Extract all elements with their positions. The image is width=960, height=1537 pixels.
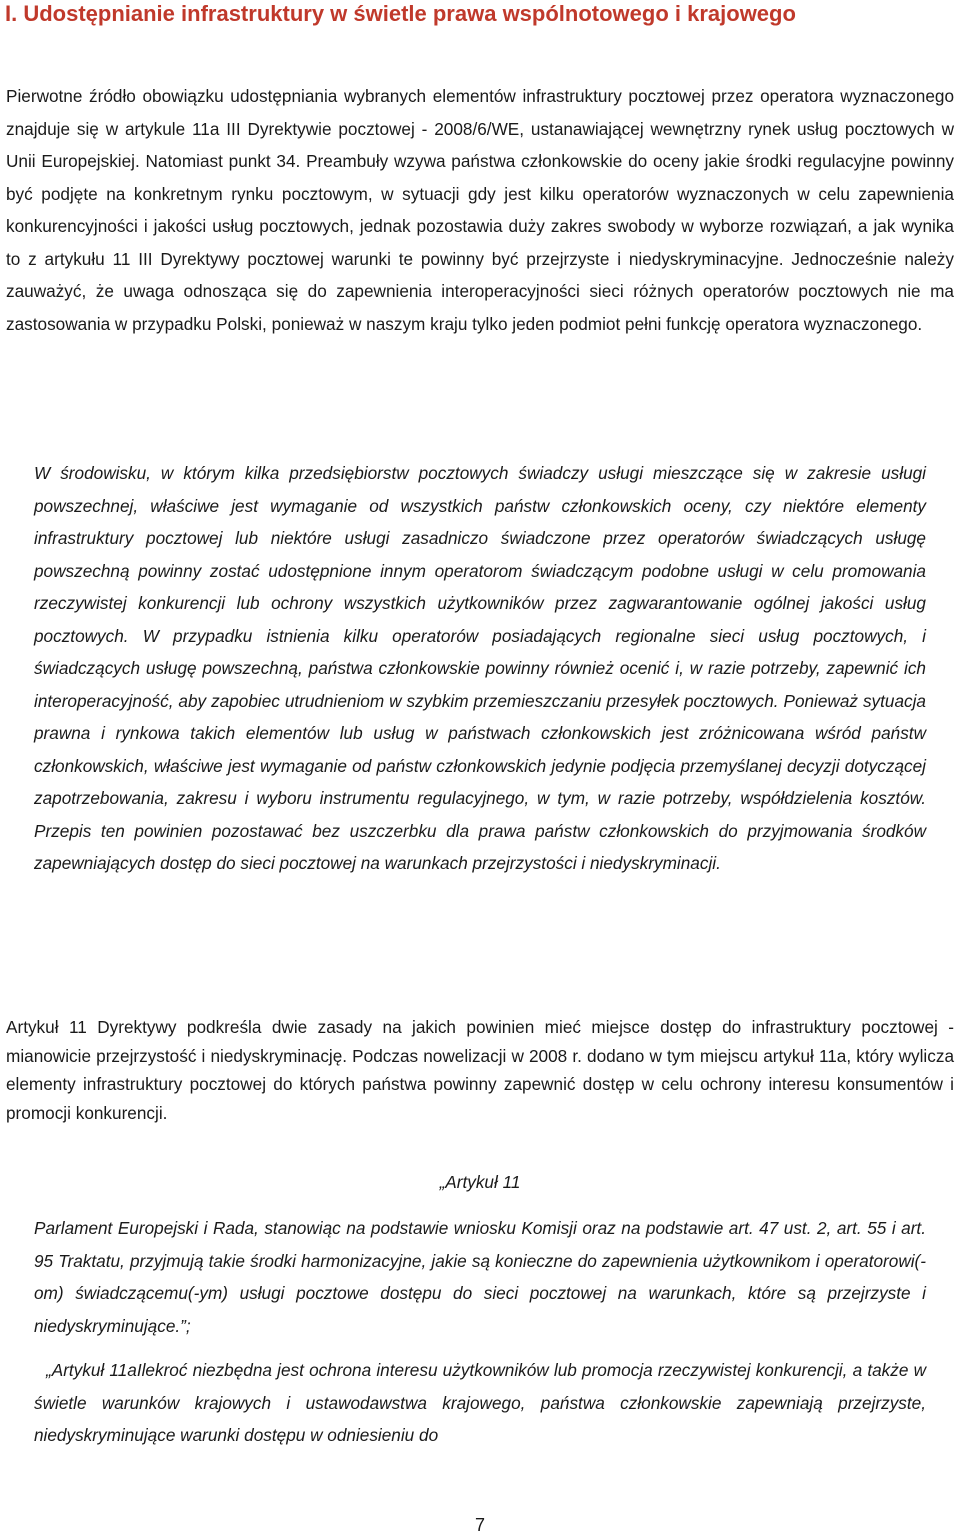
article-11-paragraph: Artykuł 11 Dyrektywy podkreśla dwie zasady na jakich powinien mieć miejsce dostęp do infrastruktury pocztowej - mianowicie przejrzystość i niedyskryminację. Podczas nowelizacji w 2008 r. dodano w tym miejscu artykuł 11a, który wylicza elementy infrastruktury pocztowej do których państwa powinny zapewnić dostęp w celu ochrony interesu konsumentów i promocji konkurencji. xyxy=(6,1017,954,1123)
article-11a-quote xyxy=(34,1354,926,1452)
article-11a-text: „Artykuł 11aIlekroć niezbędna jest ochrona interesu użytkowników lub promocja rzeczywistej konkurencji, a także w świetle warunków krajowych i ustawodawstwa krajowego, państwa członkowskie zapewniają przejrzyste, niedyskryminujące warunki dostępu w odniesieniu do xyxy=(34,1360,926,1445)
section-heading: I. Udostępnianie infrastruktury w świetle prawa wspólnotowego i krajowego xyxy=(5,1,796,26)
article-11-quote: Parlament Europejski i Rada, stanowiąc na podstawie wniosku Komisji oraz na podstawie art. 47 ust. 2, art. 55 i art. 95 Traktatu, przyjmują takie środki harmonizacyjne, jakie są konieczne do zapewnienia użytkownikom i operatorowi(-om) świadczącemu(-ym) usługi pocztowe dostępu do sieci pocztowej na warunkach, które są przejrzyste i niedyskryminujące.”; xyxy=(34,1218,926,1336)
article-11-title: „Artykuł 11 xyxy=(439,1172,521,1192)
intro-paragraph: Pierwotne źródło obowiązku udostępniania wybranych elementów infrastruktury pocztowej przez operatora wyznaczonego znajduje się w artykule 11a III Dyrektywie pocztowej - 2008/6/WE, ustanawiającej wewnętrzny rynek usług pocztowych w Unii Europejskiej. Natomiast punkt 34. Preambuły wzywa państwa członkowskie do oceny jakie środki regulacyjne powinny być podjęte na konkretnym rynku pocztowym, w sytuacji gdy jest kilku operatorów wyznaczonych w celu zapewnienia konkurencyjności i jakości usług pocztowych, jednak pozostawia duży zakres swobody w wyborze rozwiązań, a jak wynika to z artykułu 11 III Dyrektywy pocztowej warunki te powinny być przejrzyste i niedyskryminacyjne. Jednocześnie należy zauważyć, że uwaga odnosząca się do zapewnienia interoperacyjności sieci różnych operatorów pocztowych nie ma zastosowania w przypadku Polski, ponieważ w naszym kraju tylko jeden podmiot pełni funkcję operatora wyznaczonego. xyxy=(6,86,954,334)
page-number: 7 xyxy=(474,1515,485,1535)
preamble-quote-paragraph: W środowisku, w którym kilka przedsiębiorstw pocztowych świadczy usługi mieszczące się w zakresie usługi powszechnej, właściwe jest wymaganie od wszystkich państw członkowskich oceny, czy niektóre elementy infrastruktury pocztowej lub niektóre usługi zasadniczo świadczone przez operatorów świadczących usługę powszechną powinny zostać udostępnione innym operatorom świadczącym podobne usługi w celu promowania rzeczywistej konkurencji lub ochrony wszystkich użytkowników przez zagwarantowanie ogólnej jakości usług pocztowych. W przypadku istnienia kilku operatorów posiadających regionalne sieci usług pocztowych, i świadczących usługę powszechną, państwa członkowskie powinny również ocenić i, w razie potrzeby, zapewnić ich interoperacyjność, aby zapobiec utrudnieniom w szybkim przemieszczaniu przesyłek pocztowych. Ponieważ sytuacja prawna i rynkowa takich elementów lub usług w państwach członkowskich jest zróżnicowana wśród państw członkowskich, właściwe jest wymaganie od państw członkowskich jedynie podjęcia przemyślanej decyzji dotyczącej zapotrzebowania, zakresu i wyboru instrumentu regulacyjnego, w tym, w razie potrzeby, współdzielenia kosztów. Przepis ten powinien pozostawać bez uszczerbku dla prawa państw członkowskich do przyjmowania środków zapewniających dostęp do sieci pocztowej na warunkach przejrzystości i niedyskryminacji. xyxy=(34,463,926,873)
